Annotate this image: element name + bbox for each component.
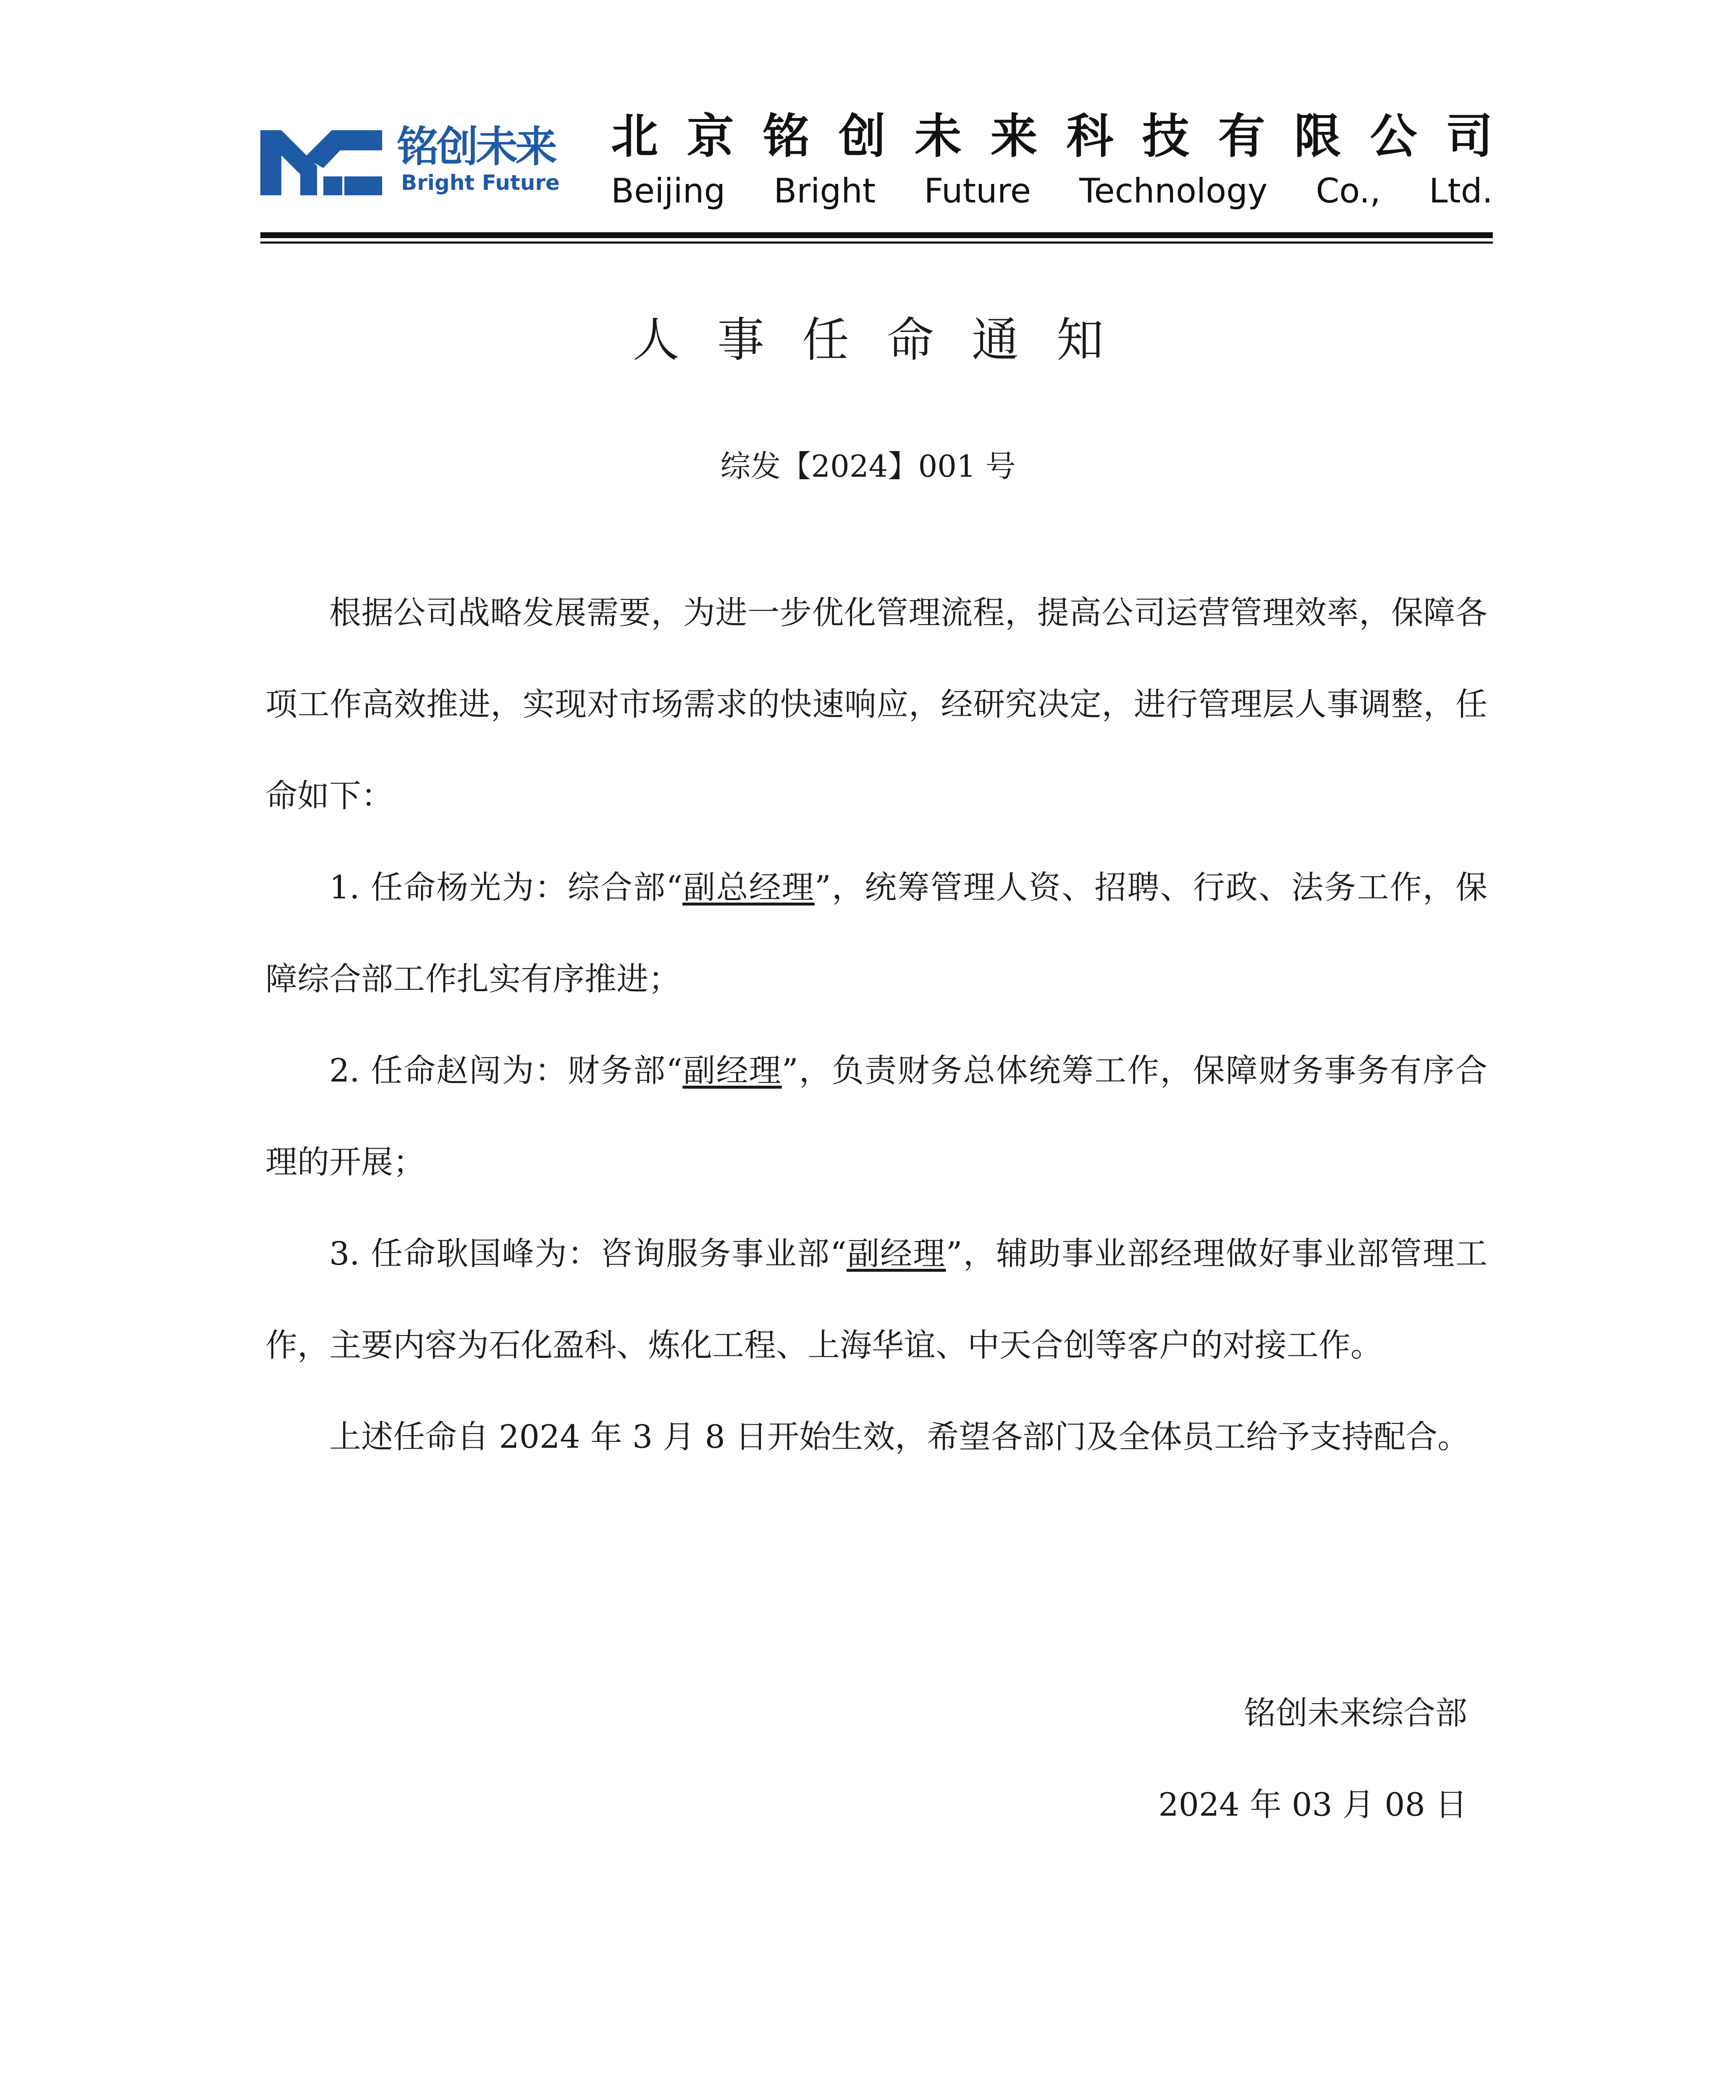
company-name-chinese: [611, 107, 1493, 166]
appointment-position: 副经理: [682, 1052, 782, 1089]
company-cn-char: 司: [1445, 109, 1493, 164]
company-cn-char: 铭: [763, 109, 810, 164]
company-logo-icon: [260, 130, 382, 195]
appointment-item-3: [265, 1208, 1487, 1391]
appointment-position: 副总经理: [682, 869, 815, 906]
company-cn-char: 京: [687, 109, 734, 164]
company-en-word: Bright: [774, 171, 876, 210]
appointment-prefix: 2. 任命赵闯为：财务部“: [329, 1052, 683, 1089]
company-en-word: Future: [924, 171, 1031, 210]
appointment-prefix: 3. 任命耿国峰为：咨询服务事业部“: [329, 1235, 847, 1272]
company-en-word: Beijing: [611, 171, 726, 210]
company-cn-char: 科: [1066, 109, 1114, 164]
company-en-word: Technology: [1079, 171, 1268, 210]
signature-block: [1158, 1667, 1467, 1851]
logo-english-name: Bright Future: [401, 171, 560, 195]
company-cn-char: 北: [611, 109, 658, 164]
issuing-department: 铭创未来综合部: [1244, 1694, 1467, 1732]
issue-date: 2024 年 03 月 08 日: [1158, 1786, 1467, 1823]
appointment-prefix: 1. 任命杨光为：综合部“: [329, 869, 683, 906]
company-cn-char: 未: [914, 109, 962, 164]
appointment-position: 副经理: [846, 1235, 946, 1272]
company-cn-char: 技: [1142, 109, 1190, 164]
appointment-duties: ”，统筹管理人资、招聘、行政、法务工作，保障综合部工作扎实有序推进；: [265, 869, 1488, 998]
intro-paragraph: 根据公司战略发展需要，为进一步优化管理流程，提高公司运营管理效率，保障各项工作高效推进，实现对市场需求的快速响应，经研究决定，进行管理层人事调整，任命如下：: [265, 594, 1487, 814]
company-cn-char: 限: [1294, 109, 1341, 164]
letterhead-divider-thin: [260, 242, 1493, 244]
company-cn-char: 来: [990, 109, 1038, 164]
document-body: [265, 567, 1487, 1483]
logo-chinese-name: 铭创未来: [397, 122, 555, 171]
letterhead: [260, 107, 1493, 208]
letterhead-divider-thick: [260, 232, 1493, 238]
company-en-word: Co.,: [1316, 171, 1381, 210]
closing-paragraph: 上述任命自 2024 年 3 月 8 日开始生效，希望各部门及全体员工给予支持配合。: [329, 1418, 1470, 1455]
company-en-word: Ltd.: [1429, 171, 1493, 210]
company-cn-char: 有: [1218, 109, 1265, 164]
company-cn-char: 创: [839, 109, 886, 164]
appointment-duties: ”，辅助事业部经理做好事业部管理工作，主要内容为石化盈科、炼化工程、上海华谊、中天合创等客户的对接工作。: [265, 1235, 1488, 1364]
appointment-item-2: [265, 1025, 1487, 1208]
document-title: 人事任命通知: [632, 313, 1141, 368]
document-number: 综发【2024】001 号: [720, 449, 1016, 484]
company-name-english: [611, 170, 1493, 212]
appointment-duties: ”，负责财务总体统筹工作，保障财务事务有序合理的开展；: [265, 1052, 1488, 1181]
company-cn-char: 公: [1370, 109, 1417, 164]
appointment-item-1: [265, 842, 1487, 1025]
